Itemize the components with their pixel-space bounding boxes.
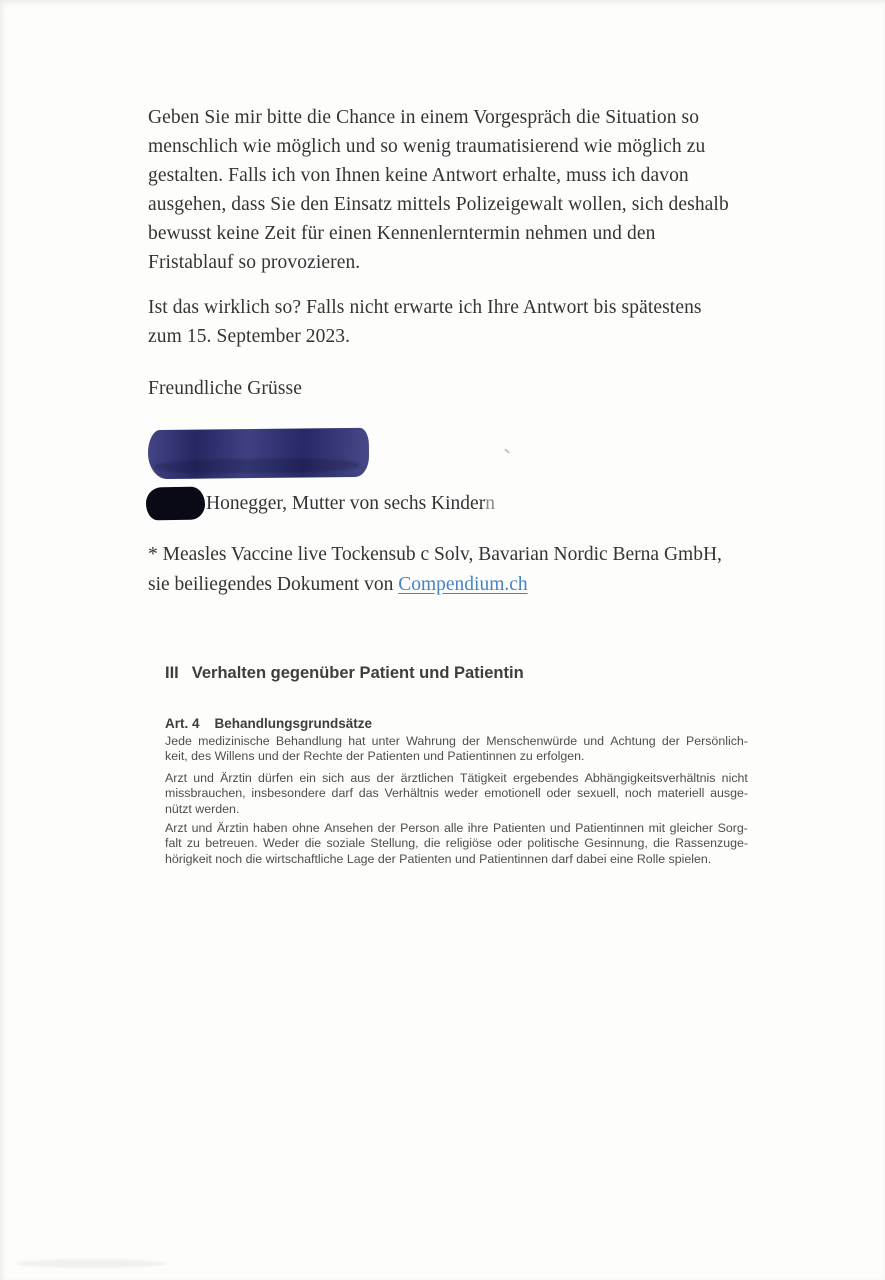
excerpt-paragraph-2 (165, 771, 748, 817)
text-line: Jede medizinische Behandlung hat unter Wahrung der Menschenwürde und Achtung der Persönlich- (165, 734, 748, 748)
text-line: hörigkeit noch die wirtschaftliche Lage der Patienten und Patientinnen darf dabei eine Rolle spielen. (165, 851, 712, 866)
letter-closing: Freundliche Grüsse (148, 378, 302, 399)
excerpt-article-title: Behandlungsgrundsätze (214, 716, 373, 731)
text-line: Geben Sie mir bitte die Chance in einem Vorgespräch die Situation so (148, 107, 700, 128)
excerpt-section-number: III (165, 664, 179, 682)
text-line: Ist das wirklich so? Falls nicht erwarte ich Ihre Antwort bis spätestens (148, 297, 702, 318)
scan-smudge (16, 1259, 166, 1268)
text-line: Arzt und Ärztin haben ohne Ansehen der Person alle ihre Patienten und Patientinnen mit gleicher Sorg- (165, 821, 748, 835)
text-line: bewusst keine Zeit für einen Kennenlerntermin nehmen und den (148, 223, 656, 244)
sender-name-text (206, 493, 495, 515)
excerpt-paragraph-3 (165, 821, 748, 867)
excerpt-section-heading (165, 664, 748, 683)
text-line: missbrauchen, insbesondere darf das Verhältnis weder emotionell oder sexuell, noch materiell ausge- (165, 786, 748, 801)
text-line: Arzt und Ärztin dürfen ein sich aus der ärztlichen Tätigkeit ergebendes Abhängigkeitsverhältnis nicht (165, 771, 748, 785)
letter-paragraph-1 (148, 103, 773, 277)
sender-name-line (146, 487, 495, 520)
excerpt-paragraph-1 (165, 734, 748, 765)
compendium-link[interactable]: Compendium.ch (398, 574, 528, 595)
text-line: ausgehen, dass Sie den Einsatz mittels Polizeigewalt wollen, sich deshalb (148, 194, 729, 215)
text-line: Fristablauf so provozieren. (148, 252, 361, 273)
footnote-line-2 (148, 570, 773, 600)
footnote-line-1: * Measles Vaccine live Tockensub c Solv, Bavarian Nordic Berna GmbH, (148, 544, 722, 565)
sender-name-faded-char: n (485, 492, 495, 514)
excerpt-section-title: Verhalten gegenüber Patient und Patientin (191, 664, 524, 682)
scan-artifact-mark (504, 448, 510, 453)
text-line: zum 15. September 2023. (148, 326, 351, 347)
text-line: falt zu betreuen. Weder die soziale Stellung, die religiöse oder politische Gesinnung, die Rassenzuge- (165, 836, 748, 851)
letter-paragraph-2 (148, 293, 773, 351)
signature-redaction-blue-marker-icon (148, 428, 370, 479)
text-line: menschlich wie möglich und so wenig traumatisierend wie möglich zu (148, 136, 706, 157)
text-line: gestalten. Falls ich von Ihnen keine Antwort erhalte, muss ich davon (148, 165, 689, 186)
sender-name-visible: Honegger, Mutter von sechs Kinder (206, 492, 486, 514)
footnote-line-2-text: sie beiliegendes Dokument von (148, 574, 399, 595)
text-line: keit, des Willens und der Rechte der Patienten und Patientinnen zu erfolgen. (165, 749, 585, 764)
footnote (148, 540, 773, 600)
excerpt-article-heading (165, 716, 748, 731)
text-line: nützt werden. (165, 801, 240, 816)
excerpt-article-label: Art. 4 (165, 716, 200, 731)
name-redaction-black-marker-icon (146, 486, 206, 520)
